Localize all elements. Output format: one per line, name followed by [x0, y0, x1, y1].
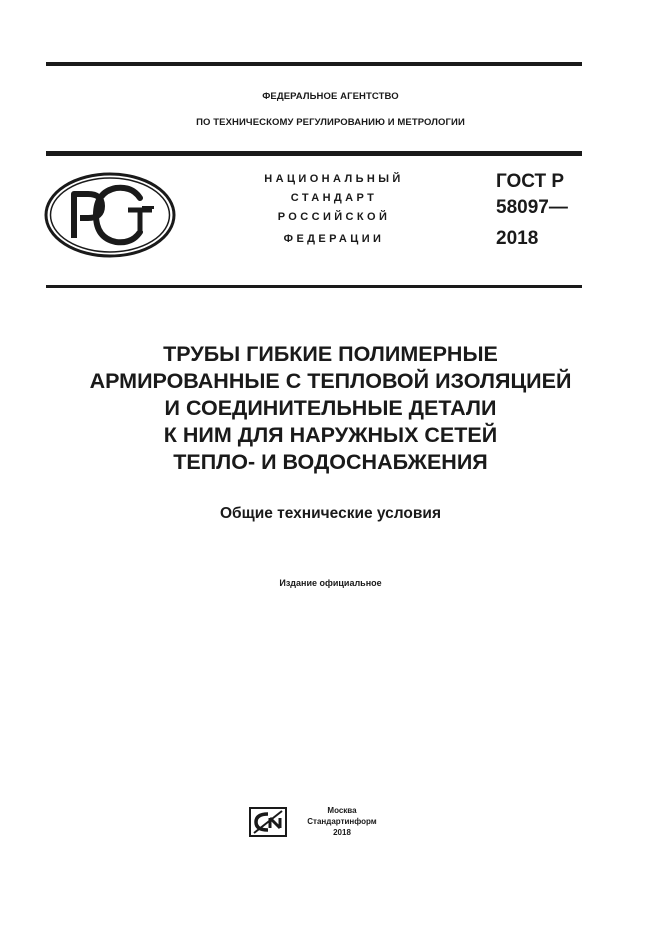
- standartinform-logo-icon: [248, 806, 288, 838]
- title-line: И СОЕДИНИТЕЛЬНЫЕ ДЕТАЛИ: [164, 396, 497, 420]
- designation-line-2: 58097—: [496, 197, 568, 218]
- rst-logo-icon: [44, 172, 176, 258]
- agency-line-2: ПО ТЕХНИЧЕСКОМУ РЕГУЛИРОВАНИЮ И МЕТРОЛОГИИ: [196, 117, 465, 128]
- title-line: К НИМ ДЛЯ НАРУЖНЫХ СЕТЕЙ: [163, 423, 498, 447]
- subtitle: Общие технические условия: [220, 505, 441, 522]
- standard-kind-line-3: РОССИЙСКОЙ: [277, 211, 391, 223]
- edition-note: Издание официальное: [279, 578, 382, 588]
- publisher-city: Москва: [327, 806, 357, 815]
- agency-line-1: ФЕДЕРАЛЬНОЕ АГЕНТСТВО: [262, 91, 399, 102]
- designation-line-3: 2018: [496, 228, 539, 249]
- bottom-rule: [46, 285, 582, 288]
- standard-kind-line-1: НАЦИОНАЛЬНЫЙ: [264, 173, 404, 185]
- standard-kind-line-4: ФЕДЕРАЦИИ: [283, 233, 385, 245]
- top-rule: [46, 62, 582, 66]
- title-line: ТЕПЛО- И ВОДОСНАБЖЕНИЯ: [173, 450, 488, 474]
- middle-rule: [46, 151, 582, 156]
- publisher-year: 2018: [333, 828, 351, 837]
- title-line: АРМИРОВАННЫЕ С ТЕПЛОВОЙ ИЗОЛЯЦИЕЙ: [89, 369, 572, 393]
- designation-line-1: ГОСТ Р: [496, 171, 565, 192]
- standard-kind-line-2: СТАНДАРТ: [290, 192, 378, 204]
- publisher-name: Стандартинформ: [307, 817, 377, 826]
- title-line: ТРУБЫ ГИБКИЕ ПОЛИМЕРНЫЕ: [163, 342, 498, 366]
